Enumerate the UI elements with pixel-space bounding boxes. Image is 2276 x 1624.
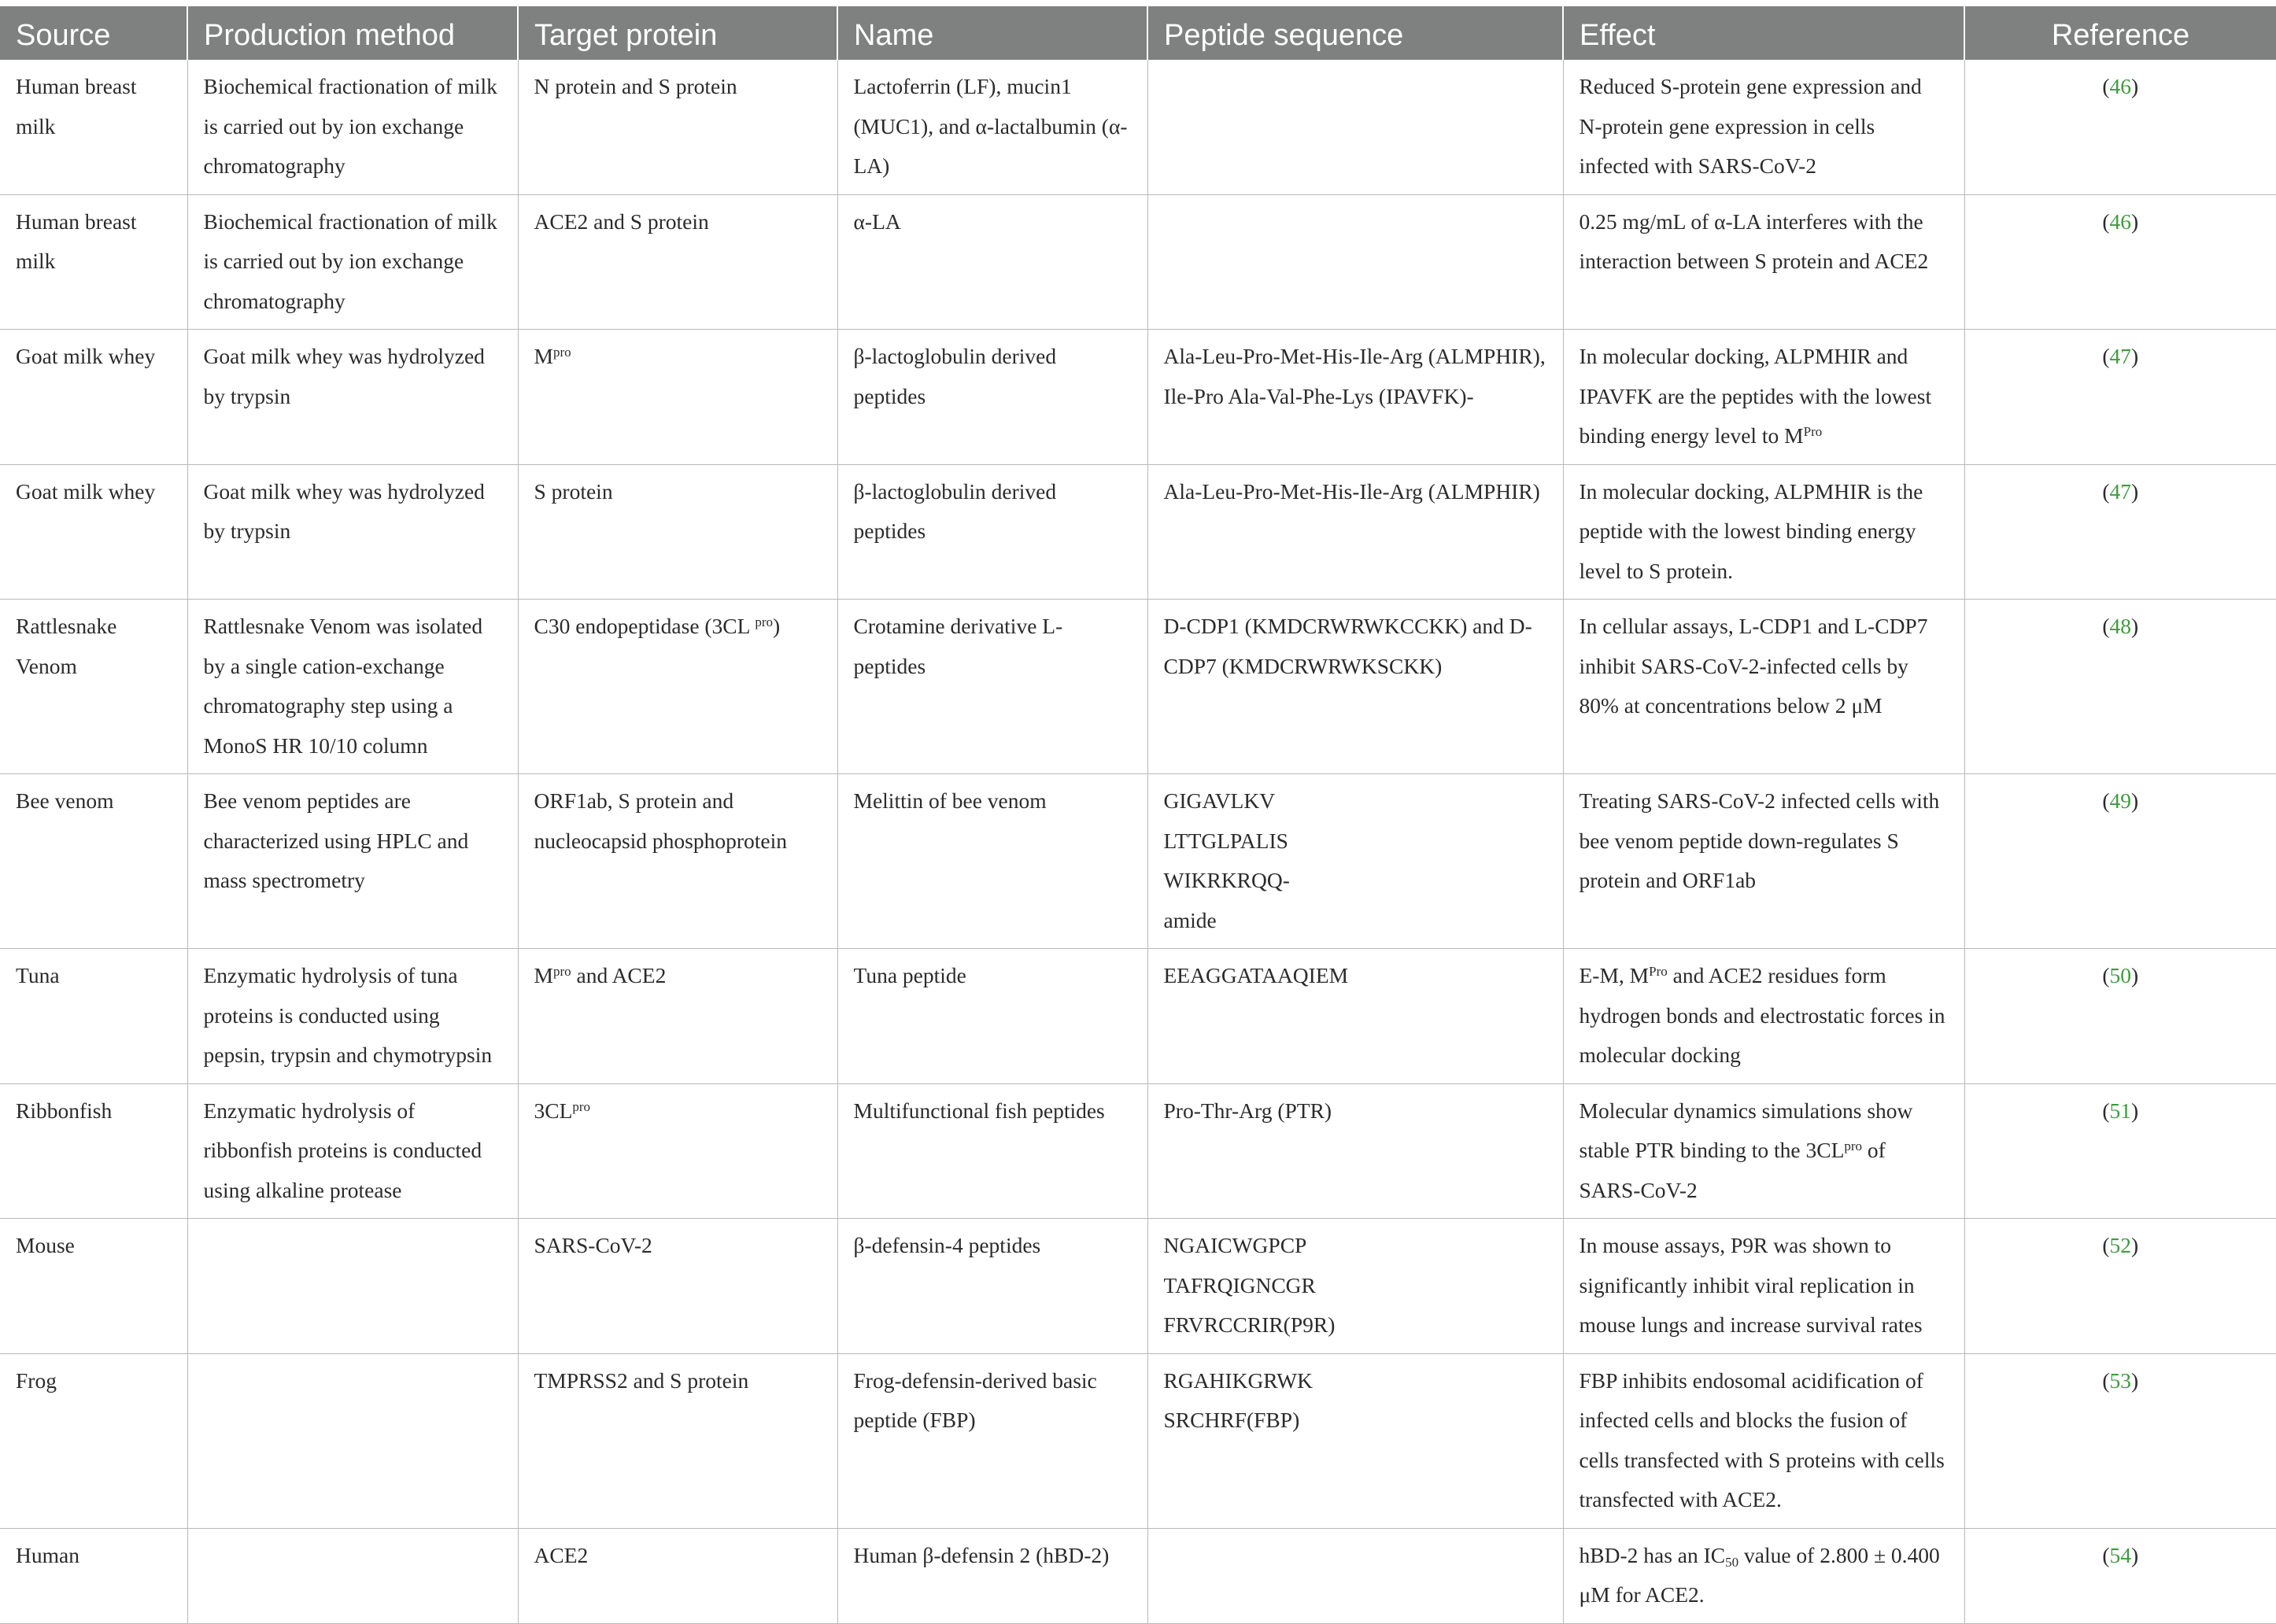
cell-source: Tuna [0,949,187,1084]
cell-source: Rattlesnake Venom [0,600,187,774]
peptide-table [0,6,2276,1624]
reference-link[interactable]: 53 [2109,1367,2131,1393]
cell-production-method: Enzymatic hydrolysis of ribbonfish proteins is conducted using alkaline protease [187,1083,518,1219]
cell-target-protein-text: SARS-CoV-2 [534,1233,652,1257]
cell-target-protein-text: ACE2 and S protein [534,209,709,234]
cell-effect-text: 0.25 mg/mL of α-LA interferes with the interaction between S protein and ACE2 [1579,209,1929,273]
cell-effect-text-tail: value of 2.800 ± 0.400 μM for ACE2. [1579,1542,1940,1607]
cell-peptide-sequence [1147,1083,1563,1219]
column-header-reference: Reference [1964,6,2276,60]
reference-link[interactable]: 47 [2109,478,2131,504]
cell-target-protein [518,949,837,1084]
cell-target-protein-text: TMPRSS2 and S protein [534,1367,749,1393]
cell-target-protein-text: 3CL [534,1098,573,1123]
cell-reference: (49) [1964,774,2276,949]
cell-source: Human [0,1528,187,1623]
cell-effect [1563,949,1964,1084]
cell-production-method: Enzymatic hydrolysis of tuna proteins is conducted using pepsin, trypsin and chymotrypsin [187,949,518,1084]
sequence-line: LTTGLPALIS [1163,828,1288,853]
cell-name: β-lactoglobulin derived peptides [837,464,1147,600]
cell-effect-superscript: Pro [1803,424,1823,439]
cell-peptide-sequence [1147,1528,1563,1623]
cell-target-protein-superscript: pro [552,345,571,360]
cell-source: Ribbonfish [0,1083,187,1219]
cell-reference: (46) [1964,60,2276,194]
cell-production-method: Goat milk whey was hydrolyzed by trypsin [187,464,518,600]
cell-peptide-sequence [1147,774,1563,949]
cell-effect-superscript: pro [1844,1139,1863,1153]
cell-target-protein [518,330,837,465]
cell-reference: (47) [1964,464,2276,600]
column-header-source: Source [0,6,187,60]
sequence-line: Ala-Leu-Pro-Met-His-Ile-Arg (ALMPHIR), Ile-Pro Ala-Val-Phe-Lys (IPAVFK)- [1163,344,1546,408]
cell-target-protein [518,464,837,600]
table-row [0,1083,2276,1219]
cell-target-protein-text: ORF1ab, S protein and nucleocapsid phosphoprotein [534,788,788,853]
cell-name: Multifunctional fish peptides [837,1083,1147,1219]
column-header-peptide-sequence: Peptide sequence [1147,6,1563,60]
cell-effect-text: In mouse assays, P9R was shown to significantly inhibit viral replication in mouse lungs and increase survival rates [1579,1233,1923,1337]
cell-peptide-sequence [1147,949,1563,1084]
sequence-line: EEAGGATAAQIEM [1163,963,1349,987]
reference-link[interactable]: 49 [2109,788,2131,813]
cell-source: Human breast milk [0,60,187,194]
cell-effect-text: hBD-2 has an IC [1579,1542,1726,1567]
reference-link[interactable]: 46 [2109,209,2131,234]
sequence-line: amide [1163,907,1217,932]
sequence-line: RGAHIKGRWK [1163,1367,1313,1393]
cell-reference: (54) [1964,1528,2276,1623]
cell-peptide-sequence [1147,60,1563,194]
cell-name: β-defensin-4 peptides [837,1219,1147,1354]
cell-target-protein-superscript: pro [552,964,571,979]
cell-target-protein-text-tail: and ACE2 [571,963,667,987]
sequence-line: SRCHRF(FBP) [1163,1408,1300,1432]
cell-production-method: Bee venom peptides are characterized using HPLC and mass spectrometry [187,774,518,949]
cell-reference: (50) [1964,949,2276,1084]
cell-target-protein-text: M [534,344,553,368]
reference-link[interactable]: 50 [2109,963,2131,987]
cell-effect-text: Treating SARS-CoV-2 infected cells with bee venom peptide down-regulates S protein and ORF1ab [1579,788,1940,892]
cell-effect [1563,330,1964,465]
cell-target-protein [518,774,837,949]
cell-effect-text: FBP inhibits endosomal acidification of infected cells and blocks the fusion of cells transfected with S proteins with cells transfected with ACE2. [1579,1367,1945,1511]
reference-link[interactable]: 54 [2109,1542,2131,1567]
table-row [0,600,2276,774]
cell-name: Tuna peptide [837,949,1147,1084]
cell-target-protein [518,1219,837,1354]
cell-effect-text: In molecular docking, ALPMHIR is the peptide with the lowest binding energy level to S protein. [1579,478,1923,583]
cell-reference: (51) [1964,1083,2276,1219]
cell-target-protein-superscript: pro [572,1098,591,1114]
table-container [0,6,2276,1624]
cell-reference: (48) [1964,600,2276,774]
cell-effect [1563,600,1964,774]
cell-reference: (53) [1964,1353,2276,1528]
cell-target-protein [518,60,837,194]
cell-name: Melittin of bee venom [837,774,1147,949]
cell-effect-text-tail: of SARS-CoV-2 [1579,1138,1886,1202]
cell-target-protein [518,600,837,774]
cell-target-protein-text-tail: ) [772,614,781,638]
cell-source: Goat milk whey [0,464,187,600]
table-row [0,194,2276,330]
cell-effect-subscript: 50 [1725,1554,1739,1570]
cell-source: Mouse [0,1219,187,1354]
table-row [0,774,2276,949]
cell-name: Human β-defensin 2 (hBD-2) [837,1528,1147,1623]
cell-effect [1563,774,1964,949]
cell-source: Bee venom [0,774,187,949]
cell-effect-text: In molecular docking, ALPMHIR and IPAVFK are the peptides with the lowest binding energy level to M [1579,344,1932,448]
sequence-line: D-CDP1 (KMDCRWRWKCCKK) and D-CDP7 (KMDCRWRWKSCKK) [1163,614,1532,678]
cell-source: Frog [0,1353,187,1528]
cell-production-method: Biochemical fractionation of milk is carried out by ion exchange chromatography [187,60,518,194]
reference-link[interactable]: 47 [2109,344,2131,368]
cell-target-protein-text: C30 endopeptidase (3CL [534,614,756,638]
sequence-line: NGAICWGPCP [1163,1233,1307,1257]
cell-effect [1563,194,1964,330]
cell-peptide-sequence [1147,600,1563,774]
cell-target-protein-text: N protein and S protein [534,74,737,98]
cell-target-protein-text: ACE2 [534,1542,589,1567]
header-row [0,6,2276,60]
table-row [0,330,2276,465]
cell-effect [1563,464,1964,600]
sequence-line: TAFRQIGNCGR [1163,1272,1316,1297]
sequence-line: Pro-Thr-Arg (PTR) [1163,1098,1332,1123]
cell-target-protein [518,1083,837,1219]
cell-production-method [187,1219,518,1354]
table-row [0,60,2276,194]
cell-reference: (52) [1964,1219,2276,1354]
sequence-line: WIKRKRQQ- [1163,868,1290,892]
table-row [0,1219,2276,1354]
cell-effect-text: Reduced S-protein gene expression and N-protein gene expression in cells infected with SARS-CoV-2 [1579,74,1922,178]
cell-effect-text: Molecular dynamics simulations show stable PTR binding to the 3CL [1579,1098,1913,1162]
column-header-effect: Effect [1563,6,1964,60]
sequence-line: Ala-Leu-Pro-Met-His-Ile-Arg (ALMPHIR) [1163,478,1540,504]
cell-source: Human breast milk [0,194,187,330]
cell-target-protein-text: M [534,963,553,987]
column-header-name: Name [837,6,1147,60]
cell-reference: (46) [1964,194,2276,330]
cell-peptide-sequence [1147,330,1563,465]
cell-name: Frog-defensin-derived basic peptide (FBP) [837,1353,1147,1528]
cell-peptide-sequence [1147,1219,1563,1354]
cell-effect [1563,1528,1964,1623]
cell-target-protein [518,1528,837,1623]
cell-name: β-lactoglobulin derived peptides [837,330,1147,465]
cell-target-protein [518,194,837,330]
table-row [0,1353,2276,1528]
cell-name: Lactoferrin (LF), mucin1 (MUC1), and α-lactalbumin (α-LA) [837,60,1147,194]
cell-peptide-sequence [1147,194,1563,330]
cell-reference: (47) [1964,330,2276,465]
table-row [0,949,2276,1084]
reference-link[interactable]: 52 [2109,1233,2131,1257]
cell-effect-text: E-M, M [1579,963,1650,987]
cell-production-method: Rattlesnake Venom was isolated by a single cation-exchange chromatography step using a MonoS HR 10/10 column [187,600,518,774]
cell-effect [1563,60,1964,194]
cell-effect-text-tail: and ACE2 residues form hydrogen bonds and electrostatic forces in molecular docking [1579,963,1945,1067]
cell-production-method [187,1528,518,1623]
reference-link[interactable]: 48 [2109,614,2131,638]
cell-effect-superscript: Pro [1649,964,1668,979]
cell-effect [1563,1353,1964,1528]
sequence-line: GIGAVLKV [1163,788,1276,813]
table-row [0,1528,2276,1623]
cell-production-method [187,1353,518,1528]
reference-link[interactable]: 51 [2109,1098,2131,1123]
cell-target-protein-text: S protein [534,478,613,504]
column-header-production-method: Production method [187,6,518,60]
sequence-line: FRVRCCRIR(P9R) [1163,1312,1336,1337]
reference-link[interactable]: 46 [2109,74,2131,98]
cell-target-protein-superscript: pro [755,615,773,629]
column-header-target-protein: Target protein [518,6,837,60]
table-row [0,464,2276,600]
cell-production-method: Biochemical fractionation of milk is carried out by ion exchange chromatography [187,194,518,330]
cell-target-protein [518,1353,837,1528]
cell-effect-text: In cellular assays, L-CDP1 and L-CDP7 inhibit SARS-CoV-2-infected cells by 80% at concentrations below 2 μM [1579,614,1928,718]
cell-effect [1563,1219,1964,1354]
cell-name: α-LA [837,194,1147,330]
cell-source: Goat milk whey [0,330,187,465]
table-body [0,60,2276,1623]
cell-production-method: Goat milk whey was hydrolyzed by trypsin [187,330,518,465]
cell-name: Crotamine derivative L-peptides [837,600,1147,774]
cell-peptide-sequence [1147,464,1563,600]
cell-effect [1563,1083,1964,1219]
cell-peptide-sequence [1147,1353,1563,1528]
